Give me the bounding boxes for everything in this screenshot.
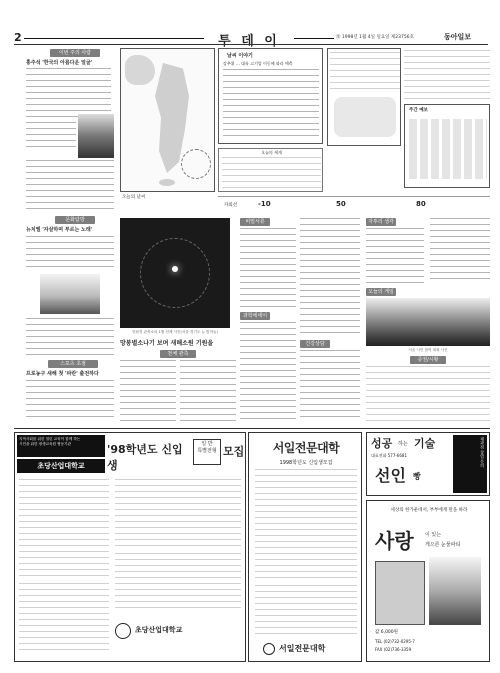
weekly-icons [409,119,487,179]
ad1-table-3 [115,553,241,613]
culture-tag: 문화탐방 [55,216,95,224]
right-tag-3: 자투리 생각 [366,218,396,226]
right-tag-2: 과학에세이 [240,312,270,320]
ad1-emblem [115,623,131,639]
ad4-book-cover [375,561,425,625]
gauge-value-2: 50 [336,200,346,208]
city-rows [330,52,400,92]
ad2-emblem [263,643,275,655]
people-text-2 [26,122,76,152]
ad3-headline-small: 하는 [398,441,408,447]
feature-heading: 망봉별소나기 보며 새해소원 기원을 [120,340,214,347]
culture-text [26,236,114,270]
sports-heading: 프로농구 새해 첫 '파란' 출전하다 [26,371,99,377]
weather-story-box [218,48,323,144]
ad1-year: '98학년도 신입생 [107,443,183,472]
right-text-3 [300,218,360,338]
ad1-top-box [17,435,105,457]
ad4-author-photo [429,557,481,625]
people-tag: 이번 주의 사람 [50,49,100,57]
sun-graphic [334,97,396,137]
ad4-phone-1: TEL (02)732-0295-7 [375,639,415,644]
gauge-value-1: -10 [258,200,271,208]
world-weather-table [218,148,323,192]
right-tag-1: 비밀서류 [240,218,270,226]
map-jeju [159,179,175,186]
star-circle [140,238,210,308]
header-rule-right [294,38,334,39]
ad-book [366,500,490,662]
event-photo-caption: 서울 시민 참여 대회 사진 [408,348,448,352]
date-line: ㊎ 1998년 1월 4일 일요일 제23756호 [336,35,414,40]
right-text-2 [240,322,296,422]
map-landmass-north [125,55,155,85]
ad-chodang [14,432,246,662]
uv-label: 자외선 [224,203,238,208]
people-text [26,68,111,120]
ad1-type-top: 일 반 [201,441,213,447]
people-heading: 홍주석 '한국의 아름다운 얼굴' [26,60,93,66]
page-number: 2 [14,31,22,44]
header-rule [14,44,488,45]
ad4-price: 값 6,000원 [375,630,399,635]
ad4-title-tail: 게으른 눈물파티 [425,542,461,548]
ad-seonin [366,432,490,496]
right-text-4 [300,350,360,422]
weather-story-subtitle: 강추위 … 대륙 고기압 이동에 따라 예측 [223,61,293,66]
gauge-value-3: 80 [416,200,426,208]
ad-seoil [248,432,362,662]
star-photo [120,218,230,328]
right-tag-4: 오늘의 게임 [366,288,396,296]
section-title: 투 데 이 [218,34,280,49]
culture-photo [40,274,100,314]
right-text-1 [240,228,296,308]
feature-text-2 [180,360,236,422]
ad1-school-name: 초당산업대학교 [17,459,105,473]
ad3-brand-suffix: 빵 [413,472,421,481]
weather-map [120,48,215,192]
portrait-photo [78,114,114,158]
ad3-headline-a: 성공 [371,437,393,450]
ad2-table [255,469,357,581]
star-caption: 망원경 관측소의 1월 천체 사진(서울 경기도 뉴 밤하늘) [132,330,218,334]
ad3-brand: 선인 [375,466,406,485]
culture-text-2 [26,318,114,358]
map-pressure-line [181,149,211,179]
ad1-type-box [193,439,221,465]
tide-table [404,48,490,102]
ad1-top-line-1: 지역사회를 위한 열린 교육이 함께 하는 [19,437,81,441]
paper-name: 동아일보 [444,33,472,41]
culture-heading: 뉴치엘 '자살하며 부르는 노래' [26,227,93,233]
weather-story-title: 날씨 이야기 [227,53,253,59]
sports-text [26,380,114,418]
header-rule-left [24,38,204,39]
sports-tag: 스포츠 초점 [48,360,98,368]
weekly-forecast [404,104,490,188]
weather-story-text [223,69,319,141]
ad2-title: 서일전문대학 [272,441,340,455]
ad1-table-1 [19,479,109,579]
ad4-tagline: 세상의 한가운데서, 부부에게 말을 하라 [390,508,468,513]
ad4-phone-2: FAX (02)736-3359 [375,647,412,652]
map-title: 오늘의 날씨 [122,195,146,200]
world-weather-caption: 오늘의 세계 [261,150,282,155]
right-text-5 [366,228,424,284]
index-gauges [218,196,490,214]
ad2-footer: 서일전문대학 [279,644,326,653]
ad4-title-big: 사랑 [375,529,414,553]
ad4-title-small: 이 있는 [425,532,442,538]
ad1-type-bottom: 특별전형 [197,448,217,454]
feature-tag: 천체 관측 [160,350,196,358]
ad1-recruit: 모집 [223,445,245,458]
event-photo [366,298,490,346]
world-weather-rows [222,157,321,191]
ad3-phone: 대표전화 577-6681 [371,453,407,458]
right-tag-5: 건강상담 [300,340,330,348]
ad3-headline-b: 기술 [414,437,436,450]
people-text-3 [26,160,114,214]
ad2-subtitle: 1998학년도 신입생모집 [279,460,333,466]
ad1-footer: 초당산업대학교 [135,626,183,634]
right-tag-6: 증권/시황 [410,356,446,364]
weekly-title: 주간 예보 [409,108,428,113]
ads-divider [14,428,490,429]
right-text-6 [430,218,490,284]
stock-table [366,366,490,422]
ad1-table-2 [115,479,241,549]
city-forecast-table [327,48,401,146]
ad1-top-line-2: 시민을 위한 평생교육원 협동기관 [19,442,72,446]
ad2-notes [255,585,357,635]
feature-text-1 [120,360,176,422]
ad3-side: 제과점 창업 문의 [453,435,487,493]
tide-rows [404,50,490,100]
ad1-table-4 [19,583,109,653]
